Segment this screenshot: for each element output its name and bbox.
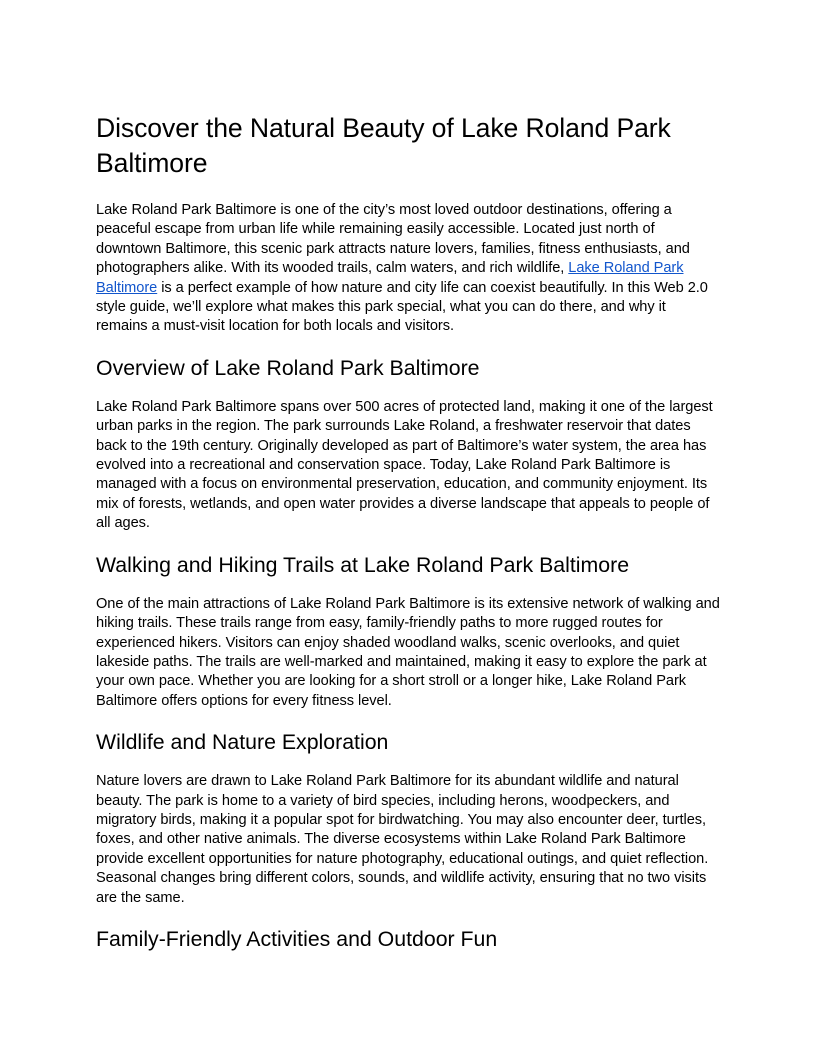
section-heading-trails: Walking and Hiking Trails at Lake Roland Park Baltimore (96, 552, 630, 577)
section-body-trails: One of the main attractions of Lake Roland Park Baltimore is its extensive network of walking and hiking trails. These trails range from easy, family-friendly paths to more rugged routes for experienced hikers. Visitors can enjoy shaded woodland walks, scenic overlooks, and quiet lakeside paths. The trails are well-marked and maintained, making it easy to explore the park at your own pace. Whether you are looking for a short stroll or a longer hike, Lake Roland Park Baltimore offers options for every fitness level. (96, 595, 720, 709)
section-body-wildlife: Nature lovers are drawn to Lake Roland Park Baltimore for its abundant wildlife and natural beauty. The park is home to a variety of bird species, including herons, woodpeckers, and migratory birds, making it a popular spot for birdwatching. You may also encounter deer, turtles, foxes, and other native animals. The diverse ecosystems within Lake Roland Park Baltimore provide excellent opportunities for nature photography, educational outings, and quiet reflection. Seasonal changes bring different colors, sounds, and wildlife activity, ensuring that no two visits are the same. (96, 773, 709, 906)
lake-roland-park-link[interactable]: Lake Roland Park Baltimore (96, 260, 684, 296)
document-title: Discover the Natural Beauty of Lake Roland Park Baltimore (96, 113, 671, 178)
intro-paragraph (96, 201, 720, 337)
section-heading-family: Family-Friendly Activities and Outdoor Fun (96, 926, 498, 951)
intro-text-before-link: Lake Roland Park Baltimore is one of the city’s most loved outdoor destinations, offering a peaceful escape from urban life while remaining easily accessible. Located just north of downtown Baltimore, this scenic park attracts nature lovers, families, fitness enthusiasts, and photographers alike. With its wooded trails, calm waters, and rich wildlife, (96, 202, 690, 277)
section-heading-wildlife: Wildlife and Nature Exploration (96, 730, 389, 755)
section-body-overview: Lake Roland Park Baltimore spans over 500 acres of protected land, making it one of the largest urban parks in the region. The park surrounds Lake Roland, a freshwater reservoir that dates back to the 19th century. Originally developed as part of Baltimore’s water system, the area has evolved into a recreational and conservation space. Today, Lake Roland Park Baltimore is managed with a focus on environmental preservation, education, and community enjoyment. Its mix of forests, wetlands, and open water provides a diverse landscape that appeals to people of all ages. (96, 398, 713, 532)
document-page (96, 111, 720, 969)
intro-text-after-link: is a perfect example of how nature and city life can coexist beautifully. In this Web 2.0 style guide, we’ll explore what makes this park special, what you can do there, and why it remains a must-visit location for both locals and visitors. (96, 279, 708, 335)
section-heading-overview: Overview of Lake Roland Park Baltimore (96, 355, 480, 380)
